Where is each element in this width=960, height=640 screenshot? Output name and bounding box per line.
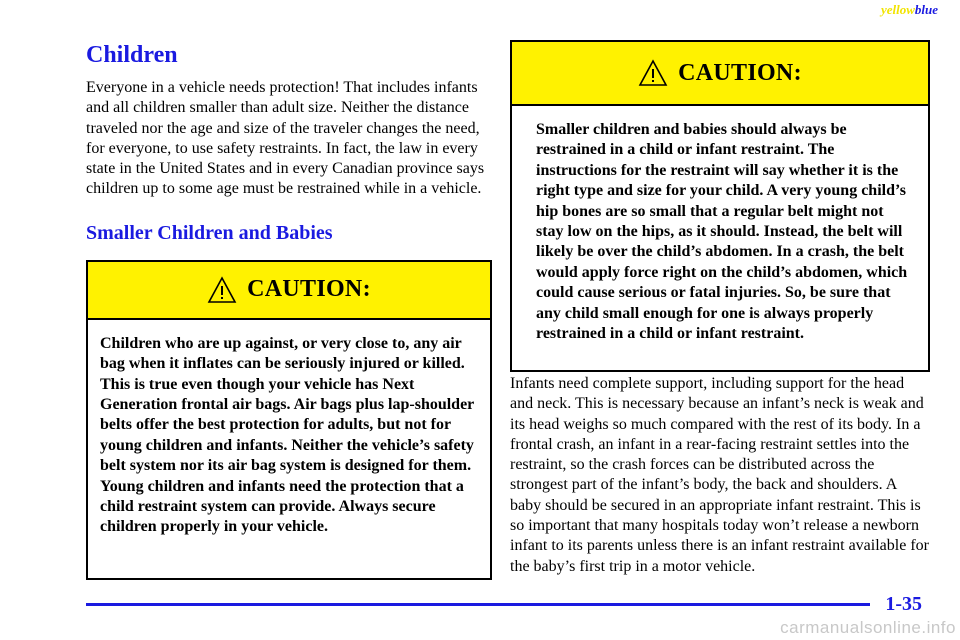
watermark: carmanualsonline.info	[780, 618, 956, 637]
proof-mark-yellow: yellow	[880, 2, 915, 17]
caution-box-left	[86, 260, 492, 580]
caution-label-left: CAUTION:	[247, 276, 371, 303]
page-title: Children	[86, 42, 178, 68]
caution-box-right	[510, 40, 930, 372]
intro-paragraph: Everyone in a vehicle needs protection! That includes infants and all children smaller than adult size. Neither the distance traveled nor the age and size of the traveler changes the need, for everyone, to use safety restraints. In fact, the law in every state in the United States and in every Canadian province says children up to some age must be restrained while in a vehicle.	[86, 79, 485, 198]
proof-color-mark	[881, 2, 938, 18]
proof-mark-blue: blue	[914, 2, 938, 17]
section-heading: Smaller Children and Babies	[86, 221, 333, 244]
caution-header-left	[88, 262, 490, 320]
right-column	[510, 40, 930, 577]
page-number: 1-35	[885, 593, 922, 615]
warning-triangle-icon	[207, 276, 237, 304]
caution-header-right	[512, 42, 928, 106]
footer-rule	[86, 603, 870, 606]
infant-support-paragraph: Infants need complete support, including support for the head and neck. This is necessary because an infant’s neck is weak and its head weighs so much compared with the rest of its body. In a frontal crash, an infant in a rear-facing restraint settles into the restraint, so the crash forces can be distributed across the strongest part of the infant’s body, the back and shoulders. A baby should be secured in an appropriate infant restraint. This is so important that many hospitals today won’t release a newborn infant to its parents unless there is an infant restraint available for the baby’s first trip in a motor vehicle.	[510, 375, 929, 575]
warning-triangle-icon	[638, 59, 668, 87]
caution-label-right: CAUTION:	[678, 59, 802, 86]
left-column	[86, 40, 492, 580]
caution-text-left: Children who are up against, or very close to, any air bag when it inflates can be seriously injured or killed. This is true even though your vehicle has Next Generation frontal air bags. Air bags plus lap-shoulder belts offer the best protection for adults, but not for young children and infants. Neither the vehicle’s safety belt system nor its air bag system is designed for them. Young children and infants need the protection that a child restraint system can provide. Always secure children properly in your vehicle.	[100, 334, 474, 536]
caution-text-right: Smaller children and babies should always be restrained in a child or infant restraint. The instructions for the restraint will say whether it is the right type and size for your child. A very young child’s hip bones are so small that a regular belt might not stay low on the hips, as it should. Instead, the belt will likely be over the child’s abdomen. In a crash, the belt would apply force right on the child’s abdomen, which could cause serious or fatal injuries. So, be sure that any child small enough for one is always properly restrained in a child or infant restraint.	[536, 121, 908, 343]
